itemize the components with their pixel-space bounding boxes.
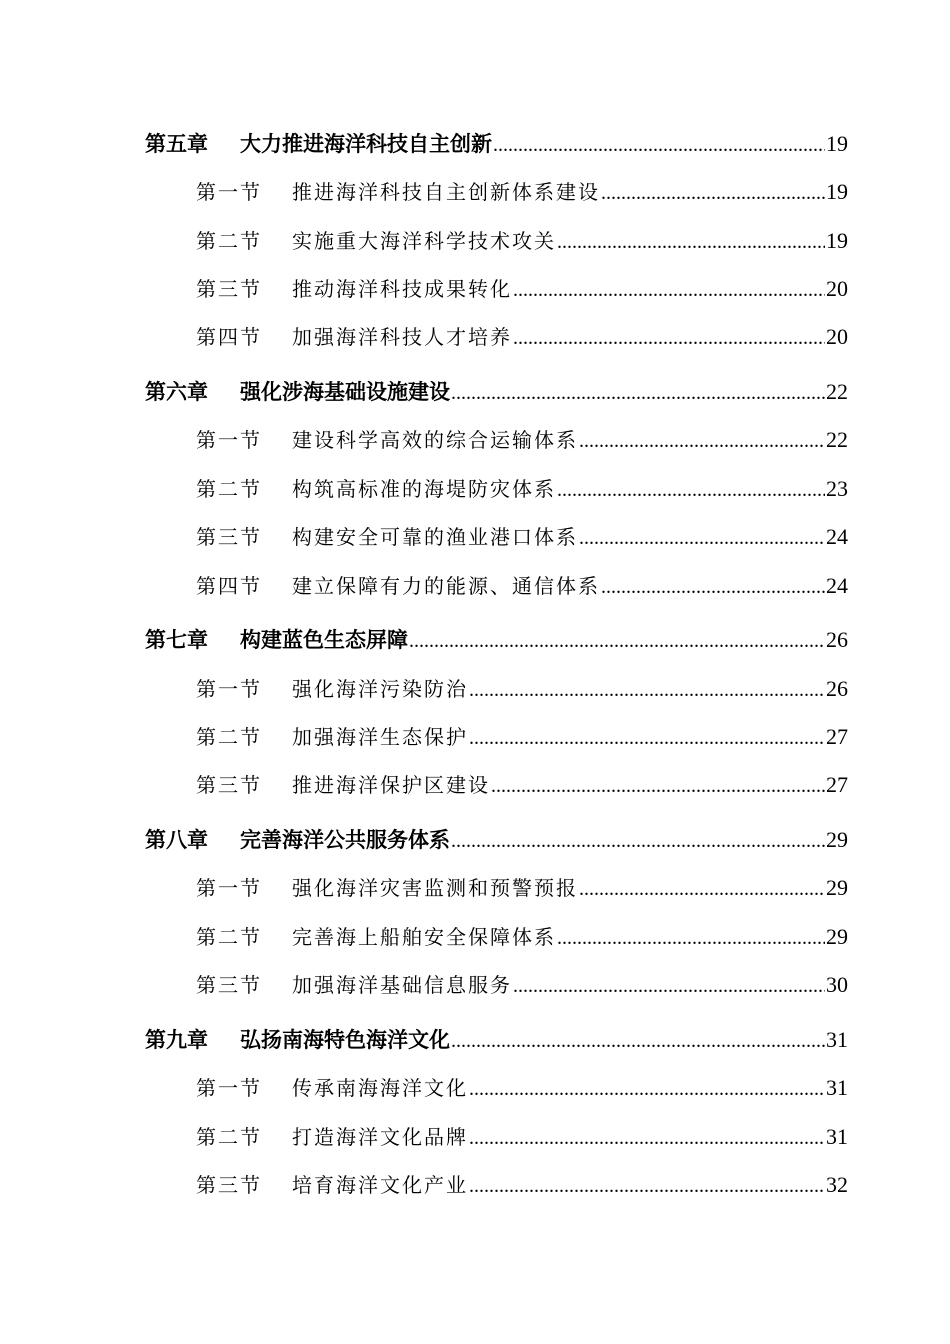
chapter-number: 第九章 [145, 1028, 208, 1052]
dot-leader [557, 927, 825, 950]
page-number: 29 [826, 875, 848, 900]
section-title: 推进海洋保护区建设 [292, 773, 490, 797]
page-number: 20 [826, 276, 848, 301]
section-title: 实施重大海洋科学技术攻关 [292, 229, 556, 253]
dot-leader [513, 279, 825, 302]
toc-section-5-1[interactable] [196, 176, 848, 205]
dot-leader [513, 975, 825, 998]
section-title: 打造海洋文化品牌 [292, 1125, 468, 1149]
toc-section-9-2[interactable] [196, 1121, 848, 1150]
page-number: 31 [826, 1075, 848, 1100]
chapter-title: 完善海洋公共服务体系 [240, 828, 450, 852]
page-number: 24 [826, 573, 848, 598]
toc-section-6-3[interactable] [196, 521, 848, 550]
toc-section-5-2[interactable] [196, 225, 848, 254]
toc-section-7-3[interactable] [196, 769, 848, 798]
dot-leader [451, 382, 825, 405]
chapter-number: 第八章 [145, 828, 208, 852]
section-number: 第二节 [196, 925, 262, 949]
toc-section-5-4[interactable] [196, 321, 848, 350]
section-number: 第二节 [196, 229, 262, 253]
section-title: 传承南海海洋文化 [292, 1076, 468, 1100]
page-number: 22 [826, 427, 848, 452]
toc-section-5-3[interactable] [196, 273, 848, 302]
page-number: 22 [826, 379, 848, 404]
dot-leader [409, 630, 825, 653]
toc-section-7-1[interactable] [196, 673, 848, 702]
dot-leader [451, 830, 825, 853]
dot-leader [491, 775, 825, 798]
toc-section-7-2[interactable] [196, 721, 848, 750]
section-number: 第一节 [196, 180, 262, 204]
page-number: 32 [826, 1172, 848, 1197]
chapter-number: 第五章 [145, 132, 208, 156]
section-number: 第二节 [196, 477, 262, 501]
page-number: 19 [826, 131, 848, 156]
section-number: 第四节 [196, 325, 262, 349]
section-number: 第三节 [196, 277, 262, 301]
section-title: 加强海洋科技人才培养 [292, 325, 512, 349]
section-number: 第三节 [196, 773, 262, 797]
chapter-title: 弘扬南海特色海洋文化 [240, 1028, 450, 1052]
page-number: 26 [826, 676, 848, 701]
dot-leader [579, 878, 825, 901]
page-number: 29 [826, 827, 848, 852]
dot-leader [601, 182, 825, 205]
section-title: 建设科学高效的综合运输体系 [292, 428, 578, 452]
section-number: 第二节 [196, 725, 262, 749]
toc-section-6-1[interactable] [196, 424, 848, 453]
toc-section-6-4[interactable] [196, 570, 848, 599]
section-title: 完善海上船舶安全保障体系 [292, 925, 556, 949]
page-number: 24 [826, 524, 848, 549]
page-number: 30 [826, 972, 848, 997]
dot-leader [579, 430, 825, 453]
page-number: 20 [826, 324, 848, 349]
page-number: 23 [826, 476, 848, 501]
section-number: 第三节 [196, 973, 262, 997]
section-number: 第一节 [196, 677, 262, 701]
dot-leader [493, 134, 825, 157]
chapter-title: 大力推进海洋科技自主创新 [240, 132, 492, 156]
dot-leader [469, 679, 825, 702]
section-number: 第一节 [196, 428, 262, 452]
chapter-title: 强化涉海基础设施建设 [240, 380, 450, 404]
toc-section-6-2[interactable] [196, 473, 848, 502]
dot-leader [557, 231, 825, 254]
dot-leader [579, 527, 825, 550]
chapter-title: 构建蓝色生态屏障 [240, 628, 408, 652]
section-number: 第三节 [196, 1173, 262, 1197]
page-number: 19 [826, 179, 848, 204]
section-title: 推动海洋科技成果转化 [292, 277, 512, 301]
toc-section-9-3[interactable] [196, 1169, 848, 1198]
section-title: 强化海洋污染防治 [292, 677, 468, 701]
section-title: 推进海洋科技自主创新体系建设 [292, 180, 600, 204]
dot-leader [469, 727, 825, 750]
section-title: 构建安全可靠的渔业港口体系 [292, 525, 578, 549]
dot-leader [513, 327, 825, 350]
page-number: 19 [826, 228, 848, 253]
section-title: 建立保障有力的能源、通信体系 [292, 574, 600, 598]
dot-leader [469, 1175, 825, 1198]
toc-section-8-2[interactable] [196, 921, 848, 950]
section-number: 第一节 [196, 1076, 262, 1100]
toc-section-8-3[interactable] [196, 969, 848, 998]
dot-leader [451, 1030, 825, 1053]
toc-chapter-6[interactable] [145, 376, 848, 406]
chapter-number: 第六章 [145, 380, 208, 404]
page-number: 27 [826, 724, 848, 749]
section-number: 第一节 [196, 876, 262, 900]
page-number: 31 [826, 1027, 848, 1052]
toc-chapter-8[interactable] [145, 824, 848, 854]
dot-leader [557, 479, 825, 502]
section-title: 构筑高标准的海堤防灾体系 [292, 477, 556, 501]
section-title: 培育海洋文化产业 [292, 1173, 468, 1197]
toc-chapter-5[interactable] [145, 128, 848, 158]
page-number: 26 [826, 627, 848, 652]
dot-leader [601, 576, 825, 599]
section-title: 加强海洋生态保护 [292, 725, 468, 749]
toc-section-8-1[interactable] [196, 872, 848, 901]
toc-chapter-9[interactable] [145, 1024, 848, 1054]
toc-section-9-1[interactable] [196, 1072, 848, 1101]
page-number: 31 [826, 1124, 848, 1149]
page-number: 27 [826, 772, 848, 797]
page-number: 29 [826, 924, 848, 949]
section-number: 第四节 [196, 574, 262, 598]
dot-leader [469, 1127, 825, 1150]
section-title: 强化海洋灾害监测和预警预报 [292, 876, 578, 900]
dot-leader [469, 1078, 825, 1101]
section-number: 第三节 [196, 525, 262, 549]
section-number: 第二节 [196, 1125, 262, 1149]
toc-chapter-7[interactable] [145, 624, 848, 654]
section-title: 加强海洋基础信息服务 [292, 973, 512, 997]
chapter-number: 第七章 [145, 628, 208, 652]
